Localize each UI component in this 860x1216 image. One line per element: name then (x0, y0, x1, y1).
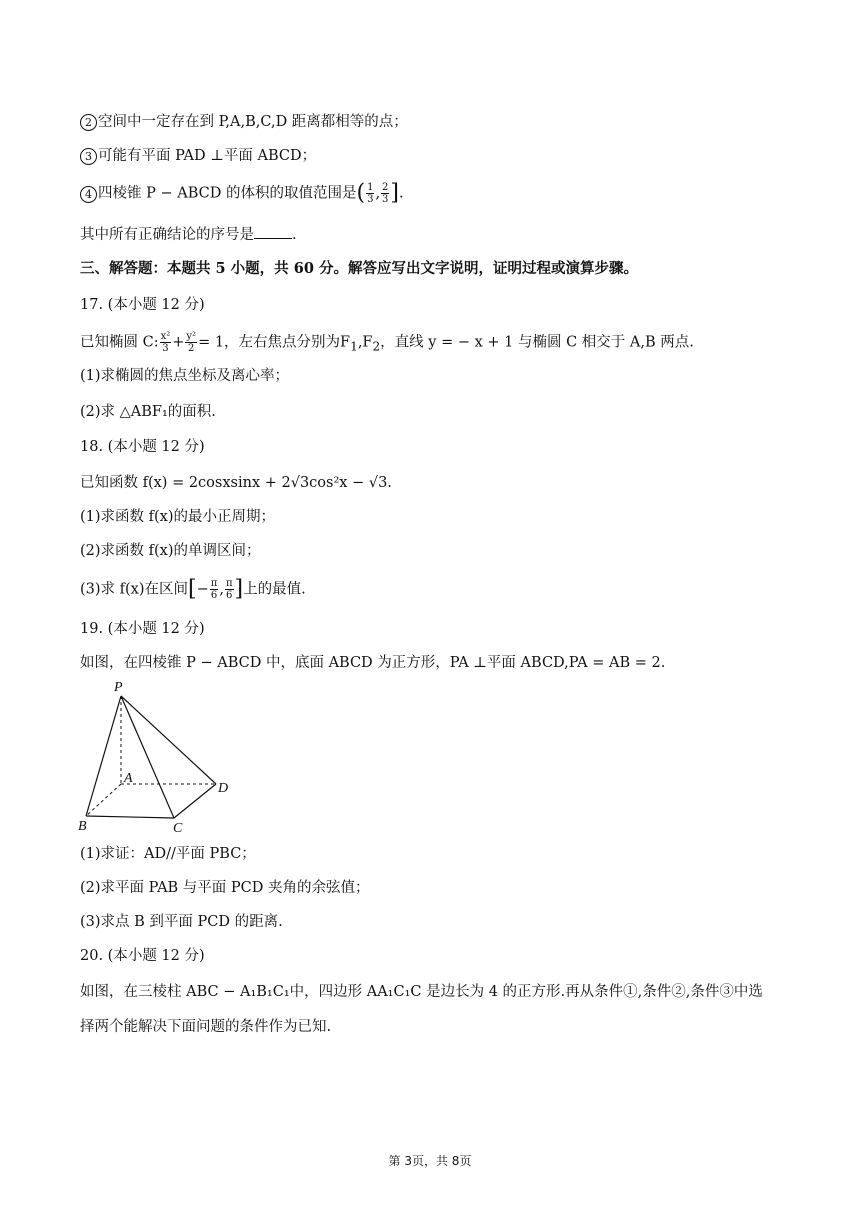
answer-blank (254, 224, 292, 239)
edge-PC (121, 696, 174, 818)
question-19-header: 19. (本小题 12 分) (80, 621, 205, 637)
question-18-part-3: (3)求 f(x)在区间[− $\frac{\pi}{6}$ , $\frac{\pi}{6}$ ]上的最值. (80, 576, 306, 602)
question-17-body: 已知椭圆 C: $\frac{\text{x²}}{3}$ + $\frac{\text{y²}}{2}$ = 1，左右焦点分别为$F_1,F_2$，直线 y = − x + 1 与椭圆 C 相交于 A,B 两点. (80, 331, 694, 354)
edge-BC (86, 816, 174, 818)
label-B: B (78, 819, 87, 834)
question-19-part-2: (2)求平面 PAB 与平面 PCD 夹角的余弦值； (80, 880, 370, 896)
question-17-part-2: (2)求 △ABF₁的面积. (80, 404, 216, 420)
edge-CD (174, 784, 216, 818)
statement-3: 3 可能有平面 PAD ⊥平面 ABCD； (80, 146, 316, 166)
answer-prompt: 其中所有正确结论的序号是 . (80, 224, 297, 245)
label-A: A (124, 771, 133, 786)
pyramid-figure (76, 678, 246, 838)
question-20-body-line-1: 如图，在三棱柱 ABC − A₁B₁C₁中，四边形 AA₁C₁C 是边长为 4 的正方形.再从条件①,条件②,条件③中选 (80, 984, 763, 1000)
question-18-header: 18. (本小题 12 分) (80, 439, 205, 455)
question-19-part-3: (3)求点 B 到平面 PCD 的距离. (80, 914, 283, 930)
edge-PD (121, 696, 216, 784)
question-17-part-1: (1)求椭圆的焦点坐标及离心率； (80, 368, 290, 384)
question-19-part-1: (1)求证：AD//平面 PBC； (80, 846, 256, 862)
question-19-body: 如图，在四棱锥 P − ABCD 中，底面 ABCD 为正方形，PA ⊥平面 ABCD,PA = AB = 2. (80, 655, 666, 671)
page-footer: 第 3页，共 8页 (388, 1154, 472, 1168)
circled-number-4: 4 (80, 186, 97, 203)
label-C: C (173, 821, 183, 836)
statement-4: 4 四棱锥 P − ABCD 的体积的取值范围是( $\frac{1}{3}$ , $\frac{2}{3}$ ]. (80, 182, 404, 205)
circled-number-2: 2 (80, 114, 97, 131)
statement-2: 2 空间中一定存在到 P,A,B,C,D 距离都相等的点； (80, 112, 408, 132)
question-20-body-line-2: 择两个能解决下面问题的条件作为已知. (80, 1019, 332, 1035)
question-20-header: 20. (本小题 12 分) (80, 948, 205, 964)
question-18-body: 已知函数 f(x) = 2cosxsinx + 2√3cos²x − √3. (80, 475, 392, 491)
section-heading: 三、解答题：本题共 5 小题，共 60 分。解答应写出文字说明，证明过程或演算步骤。 (80, 260, 638, 277)
edge-PB (86, 696, 121, 816)
question-18-part-2: (2)求函数 f(x)的单调区间； (80, 543, 261, 559)
label-P: P (114, 680, 123, 695)
question-18-part-1: (1)求函数 f(x)的最小正周期； (80, 509, 276, 525)
question-17-header: 17. (本小题 12 分) (80, 297, 205, 313)
circled-number-3: 3 (80, 148, 97, 165)
label-D: D (218, 781, 229, 796)
